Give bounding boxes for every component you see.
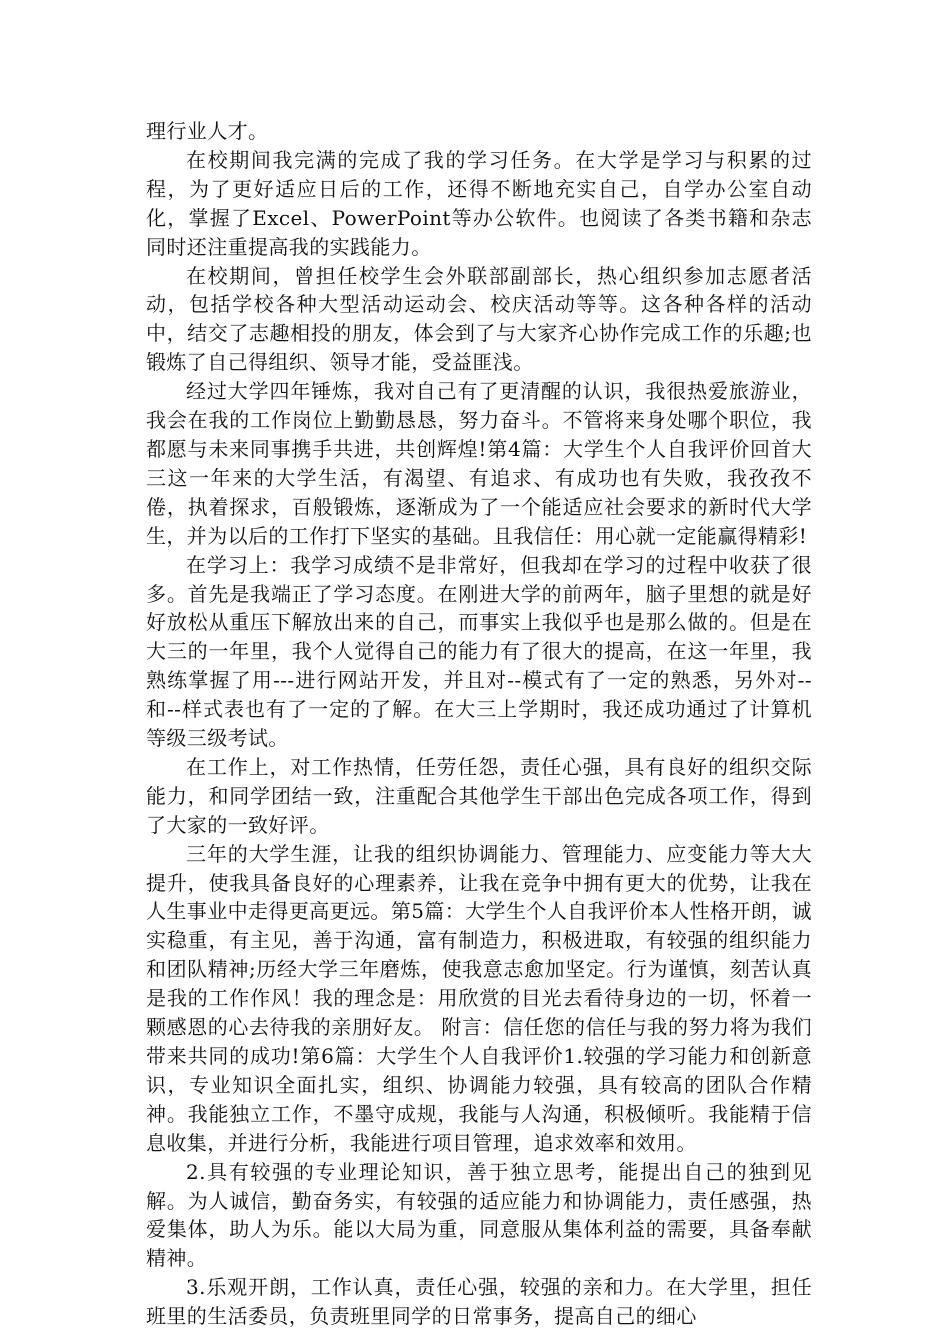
- paragraph: 在学习上：我学习成绩不是非常好，但我却在学习的过程中收获了很多。首先是我端正了学习态度。在刚进大学的前两年，脑子里想的就是好好放松从重压下解放出来的自己，而事实上我似乎也是那么做的。但是在大三的一年里，我个人觉得自己的能力有了很大的提高，在这一年里，我熟练掌握了用---进行网站开发，并且对--模式有了一定的熟悉，另外对--和--样式表也有了一定的了解。在大三上学期时，我还成功通过了计算机等级三级考试。: [146, 552, 812, 751]
- paragraph: 2.具有较强的专业理论知识，善于独立思考，能提出自己的独到见解。为人诚信，勤奋务实，有较强的适应能力和协调能力，责任感强，热爱集体，助人为乐。能以大局为重，同意服从集体利益的需要，具备奉献精神。: [146, 1159, 812, 1271]
- paragraph: 3.乐观开朗，工作认真，责任心强，较强的亲和力。在大学里，担任班里的生活委员，负责班里同学的日常事务，提高自己的细心: [146, 1275, 812, 1329]
- paragraph: 经过大学四年锤炼，我对自己有了更清醒的认识，我很热爱旅游业，我会在我的工作岗位上勤勤恳恳，努力奋斗。不管将来身处哪个职位，我都愿与未来同事携手共进，共创辉煌!第4篇：大学生个人自我评价回首大三这一年来的大学生活，有渴望、有追求、有成功也有失败，我孜孜不倦，执着探求，百般锻炼，逐渐成为了一个能适应社会要求的新时代大学生，并为以后的工作打下坚实的基础。且我信任：用心就一定能赢得精彩!: [146, 379, 812, 548]
- paragraph: 理行业人才。: [146, 119, 269, 143]
- paragraph: 在工作上，对工作热情，任劳任怨，责任心强，具有良好的组织交际能力，和同学团结一致，注重配合其他学生干部出色完成各项工作，得到了大家的一致好评。: [146, 754, 812, 837]
- paragraph: 三年的大学生涯，让我的组织协调能力、管理能力、应变能力等大大提升，使我具备良好的心理素养，让我在竞争中拥有更大的优势，让我在人生事业中走得更高更远。第5篇：大学生个人自我评价本人性格开朗，诚实稳重，有主见，善于沟通，富有制造力，积极进取，有较强的组织能力和团队精神;历经大学三年磨炼，使我意志愈加坚定。行为谨慎，刻苦认真是我的工作作风！我的理念是：用欣赏的目光去看待身边的一切，怀着一颗感恩的心去待我的亲朋好友。 附言：信任您的信任与我的努力将为我们带来共同的成功!第6篇：大学生个人自我评价1.较强的学习能力和创新意识，专业知识全面扎实，组织、协调能力较强，具有较高的团队合作精神。我能独立工作，不墨守成规，我能与人沟通，积极倾听。我能精于信息收集，并进行分析，我能进行项目管理，追求效率和效用。: [146, 841, 812, 1155]
- paragraph: 在校期间我完满的完成了我的学习任务。在大学是学习与积累的过程，为了更好适应日后的工作，还得不断地充实自己，自学办公室自动化，掌握了Excel、PowerPoint等办公软件。也阅读了各类书籍和杂志同时还注重提高我的实践能力。: [146, 147, 812, 259]
- document-body: [146, 117, 812, 1331]
- paragraph: 在校期间，曾担任校学生会外联部副部长，热心组织参加志愿者活动，包括学校各种大型活动运动会、校庆活动等等。这各种各样的活动中，结交了志趣相投的朋友，体会到了与大家齐心协作完成工作的乐趣;也锻炼了自己得组织、领导才能，受益匪浅。: [146, 263, 812, 375]
